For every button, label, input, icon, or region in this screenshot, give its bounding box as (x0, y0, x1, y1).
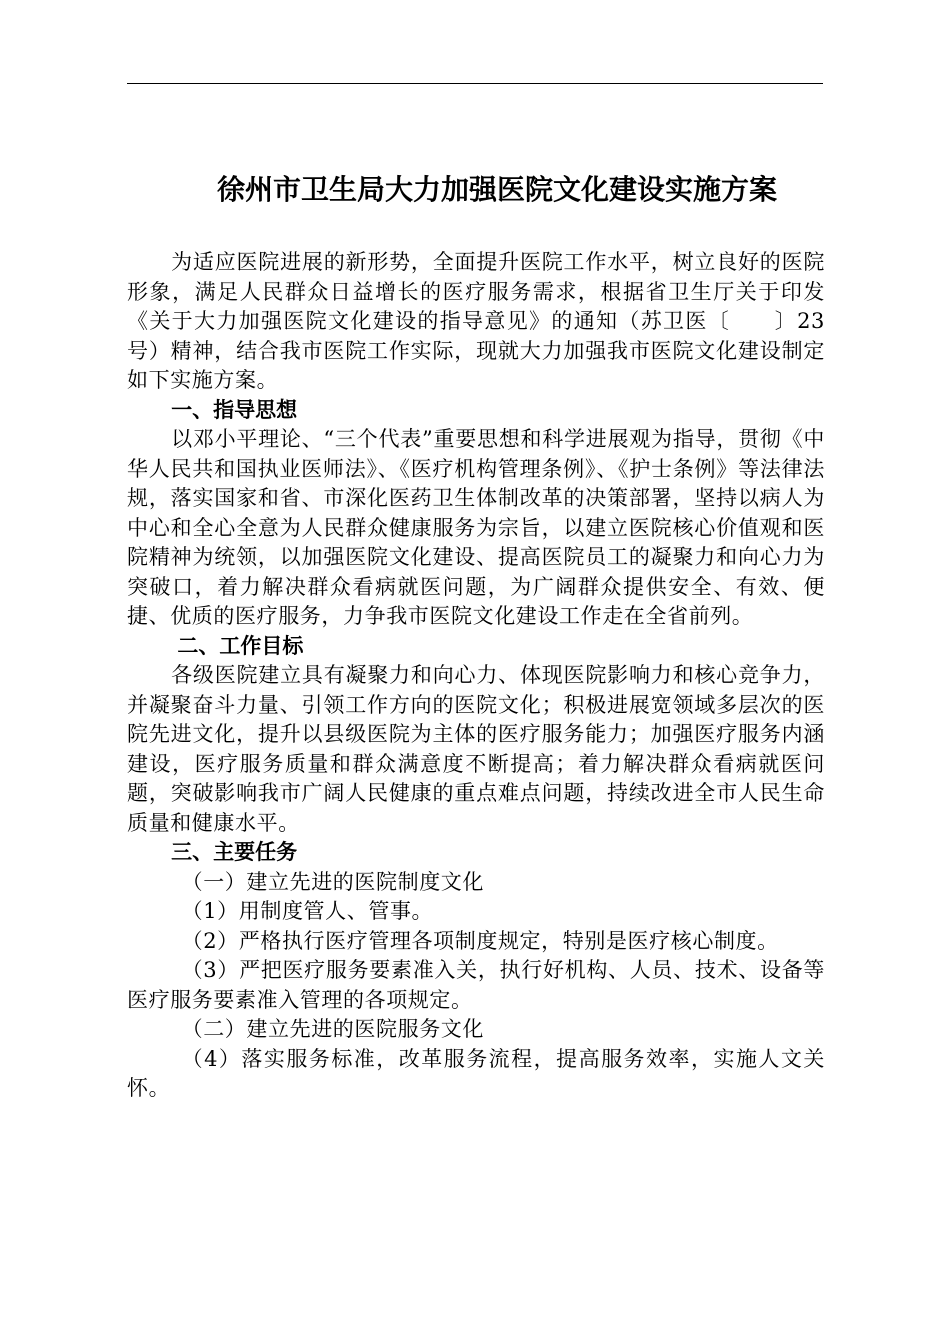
intro-paragraph: 为适应医院进展的新形势，全面提升医院工作水平，树立良好的医院形象，满足人民群众日益增长的医疗服务需求，根据省卫生厅关于印发《关于大力加强医院文化建设的指导意见》的通知（苏卫医〔 〕23号）精神，结合我市医院工作实际，现就大力加强我市医院文化建设制定如下实施方案。 (127, 250, 825, 392)
work-goals-paragraph: 各级医院建立具有凝聚力和向心力、体现医院影响力和核心竞争力，并凝聚奋斗力量、引领工作方向的医院文化；积极进展宽领域多层次的医院先进文化，提升以县级医院为主体的医疗服务能力；加强医疗服务内涵建设，医疗服务质量和群众满意度不断提高；着力解决群众看病就医问题，突破影响我市广阔人民健康的重点难点问题，持续改进全市人民生命质量和健康水平。 (127, 663, 825, 835)
task-item-3: （3）严把医疗服务要素准入关，执行好机构、人员、技术、设备等医疗服务要素准入管理的各项规定。 (127, 958, 825, 1012)
section-heading-main-tasks: 三、主要任务 (171, 840, 298, 864)
section-heading-work-goals: 二、工作目标 (177, 633, 304, 658)
task-item-2: （2）严格执行医疗管理各项制度规定，特别是医疗核心制度。 (181, 928, 779, 953)
guiding-ideology-paragraph: 以邓小平理论、“三个代表”重要思想和科学进展观为指导，贯彻《中华人民共和国执业医师法》、《医疗机构管理条例》、《护士条例》等法律法规，落实国家和省、市深化医药卫生体制改革的决策部署，坚持以病人为中心和全心全意为人民群众健康服务为宗旨，以建立医院核心价值观和医院精神为统领，以加强医院文化建设、提高医院员工的凝聚力和向心力为突破口，着力解决群众看病就医问题，为广阔群众提供安全、有效、便捷、优质的医疗服务，力争我市医院文化建设工作走在全省前列。 (127, 427, 825, 628)
header-rule (127, 83, 823, 84)
task-item-4: （4）落实服务标准，改革服务流程，提高服务效率，实施人文关怀。 (127, 1046, 825, 1100)
subsection-heading-system-culture: （一）建立先进的医院制度文化 (181, 869, 484, 894)
document-body (127, 248, 825, 1104)
subsection-heading-service-culture: （二）建立先进的医院服务文化 (181, 1017, 484, 1041)
document-title: 徐州市卫生局大力加强医院文化建设实施方案 (216, 173, 777, 206)
task-item-1: （1）用制度管人、管事。 (181, 899, 434, 923)
section-heading-guiding-ideology: 一、指导思想 (171, 397, 298, 422)
